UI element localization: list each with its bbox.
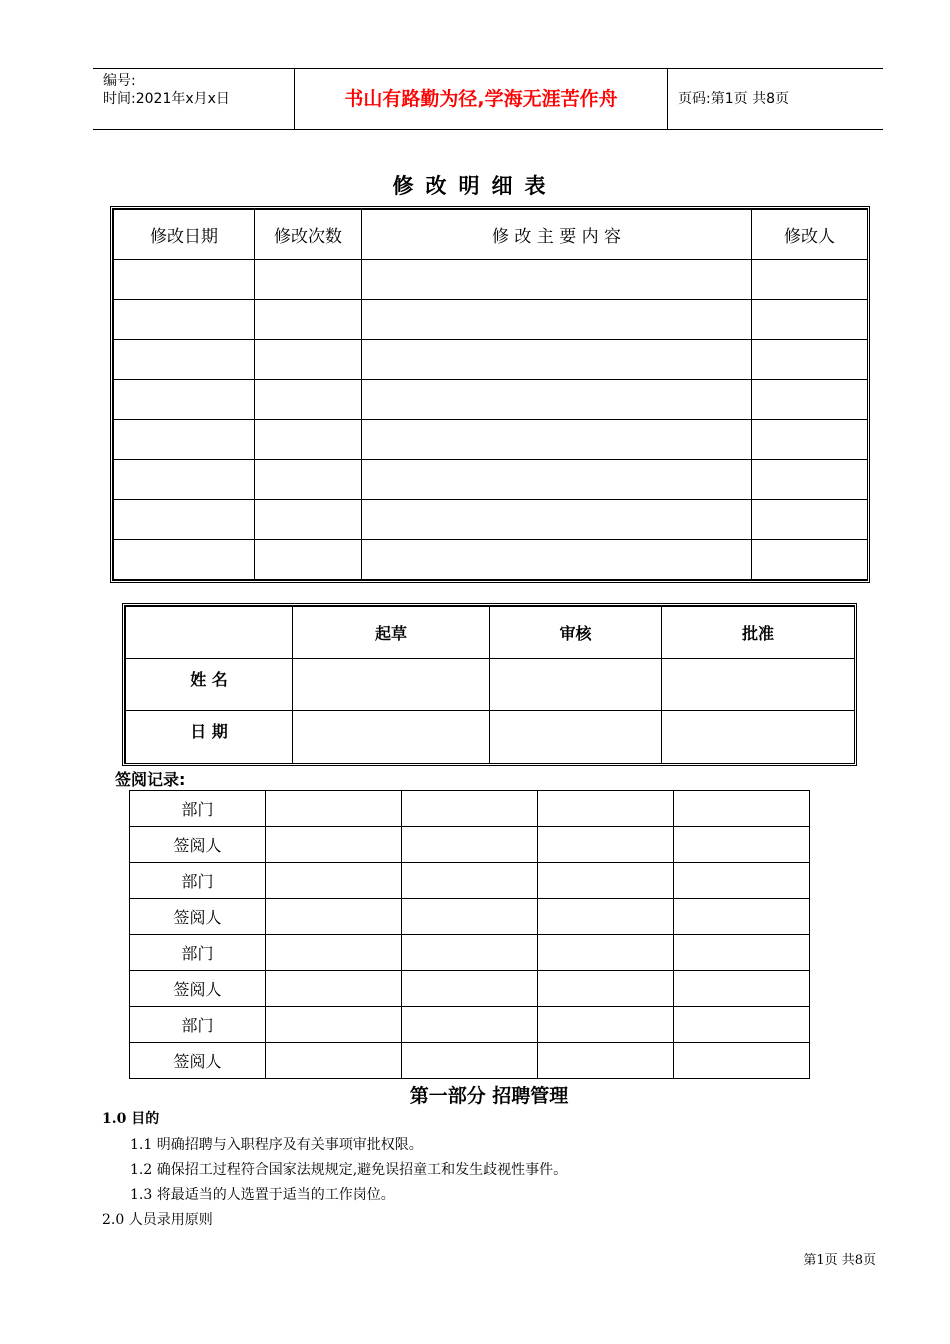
table-cell[interactable]: [752, 460, 868, 500]
table-cell[interactable]: [490, 659, 662, 711]
table-cell[interactable]: [674, 935, 810, 971]
table-header-row: [114, 210, 868, 260]
row-label-signer: 签阅人: [130, 827, 266, 863]
table-cell[interactable]: [255, 380, 362, 420]
table-cell[interactable]: [266, 1007, 402, 1043]
list-item: 1.2 确保招工过程符合国家法规规定,避免误招童工和发生歧视性事件。: [130, 1162, 568, 1178]
table-cell[interactable]: [266, 863, 402, 899]
document-header: [93, 68, 883, 130]
table-row: [114, 380, 868, 420]
table-cell[interactable]: [402, 863, 538, 899]
table-row: [130, 1043, 810, 1079]
table-cell[interactable]: [255, 460, 362, 500]
number-label: 编号:: [103, 73, 136, 89]
row-label-department: 部门: [130, 935, 266, 971]
table-cell[interactable]: [662, 659, 855, 711]
approval-table: [122, 603, 857, 766]
table-cell[interactable]: [266, 935, 402, 971]
table-cell[interactable]: [114, 420, 255, 460]
table-cell[interactable]: [266, 1043, 402, 1079]
row-label-department: 部门: [130, 1007, 266, 1043]
table-cell[interactable]: [362, 300, 752, 340]
table-cell[interactable]: [538, 1007, 674, 1043]
table-cell[interactable]: [114, 540, 255, 580]
header-cell-date: 修改日期: [114, 210, 255, 260]
row-label-name: 姓 名: [126, 659, 293, 711]
table-cell[interactable]: [114, 500, 255, 540]
table-cell[interactable]: [402, 791, 538, 827]
table-cell[interactable]: [538, 791, 674, 827]
table-cell[interactable]: [402, 971, 538, 1007]
table-row: [114, 340, 868, 380]
sign-record-label: 签阅记录:: [115, 770, 186, 789]
row-label-signer: 签阅人: [130, 1043, 266, 1079]
table-row: [114, 500, 868, 540]
revision-table: [110, 206, 870, 583]
table-cell[interactable]: [362, 260, 752, 300]
table-cell[interactable]: [752, 300, 868, 340]
row-label-signer: 签阅人: [130, 971, 266, 1007]
table-cell[interactable]: [674, 863, 810, 899]
table-cell[interactable]: [255, 540, 362, 580]
table-cell[interactable]: [662, 711, 855, 764]
table-cell[interactable]: [114, 460, 255, 500]
table-row: [114, 540, 868, 580]
table-cell[interactable]: [538, 899, 674, 935]
list-item: 1.3 将最适当的人选置于适当的工作岗位。: [130, 1187, 395, 1203]
table-cell[interactable]: [674, 827, 810, 863]
table-cell[interactable]: [255, 500, 362, 540]
table-row: [114, 420, 868, 460]
table-row: [126, 711, 855, 764]
time-label: 时间:2021年x月x日: [103, 91, 230, 107]
table-cell[interactable]: [674, 1007, 810, 1043]
sign-record-table: [129, 790, 810, 1079]
header-cell-count: 修改次数: [255, 210, 362, 260]
table-cell[interactable]: [402, 1043, 538, 1079]
table-row: [130, 791, 810, 827]
table-cell[interactable]: [114, 260, 255, 300]
table-cell[interactable]: [402, 935, 538, 971]
table-cell[interactable]: [266, 899, 402, 935]
table-cell[interactable]: [114, 300, 255, 340]
table-cell[interactable]: [752, 340, 868, 380]
table-cell[interactable]: [402, 827, 538, 863]
table-cell[interactable]: [752, 500, 868, 540]
row-label-department: 部门: [130, 791, 266, 827]
table-cell[interactable]: [266, 827, 402, 863]
table-cell[interactable]: [538, 863, 674, 899]
table-cell[interactable]: [293, 711, 490, 764]
table-cell: [126, 607, 293, 659]
table-cell[interactable]: [538, 1043, 674, 1079]
table-row: [126, 659, 855, 711]
table-cell[interactable]: [674, 971, 810, 1007]
table-cell[interactable]: [752, 260, 868, 300]
header-motto: 书山有路勤为径,学海无涯苦作舟: [295, 69, 668, 129]
table-cell[interactable]: [114, 380, 255, 420]
table-cell[interactable]: [362, 500, 752, 540]
table-cell[interactable]: [266, 971, 402, 1007]
table-row: [114, 460, 868, 500]
section-heading-purpose: 1.0 目的: [102, 1111, 160, 1127]
table-row: [130, 863, 810, 899]
table-row: [130, 827, 810, 863]
header-cell-approve: 批准: [662, 607, 855, 659]
list-item: 1.1 明确招聘与入职程序及有关事项审批权限。: [130, 1137, 423, 1153]
table-cell[interactable]: [255, 340, 362, 380]
table-cell[interactable]: [752, 420, 868, 460]
revision-table-title: 修改明细表: [392, 174, 558, 198]
table-row: [130, 971, 810, 1007]
table-cell[interactable]: [674, 899, 810, 935]
part-title: 第一部分 招聘管理: [409, 1085, 569, 1107]
table-cell[interactable]: [362, 420, 752, 460]
table-cell[interactable]: [255, 420, 362, 460]
row-label-department: 部门: [130, 863, 266, 899]
header-cell-editor: 修改人: [752, 210, 868, 260]
table-row: [130, 1007, 810, 1043]
table-cell[interactable]: [490, 711, 662, 764]
table-cell[interactable]: [402, 1007, 538, 1043]
header-cell-draft: 起草: [293, 607, 490, 659]
table-cell[interactable]: [293, 659, 490, 711]
table-cell[interactable]: [362, 460, 752, 500]
table-cell[interactable]: [362, 380, 752, 420]
table-cell[interactable]: [752, 540, 868, 580]
table-row: [130, 899, 810, 935]
table-cell[interactable]: [752, 380, 868, 420]
table-cell[interactable]: [255, 300, 362, 340]
table-row: [130, 935, 810, 971]
table-cell[interactable]: [674, 1043, 810, 1079]
header-cell-review: 审核: [490, 607, 662, 659]
row-label-signer: 签阅人: [130, 899, 266, 935]
table-row: [114, 260, 868, 300]
header-meta: [93, 69, 295, 129]
table-cell[interactable]: [538, 827, 674, 863]
section-heading-principles: 2.0 人员录用原则: [102, 1212, 213, 1228]
table-cell[interactable]: [362, 540, 752, 580]
table-cell[interactable]: [674, 791, 810, 827]
table-cell[interactable]: [114, 340, 255, 380]
header-page-info: 页码:第1页 共8页: [678, 91, 789, 107]
table-cell[interactable]: [538, 971, 674, 1007]
table-cell[interactable]: [538, 935, 674, 971]
table-cell[interactable]: [255, 260, 362, 300]
table-header-row: [126, 607, 855, 659]
row-label-date: 日 期: [126, 711, 293, 764]
table-cell[interactable]: [266, 791, 402, 827]
table-row: [114, 300, 868, 340]
header-cell-content: 修 改 主 要 内 容: [362, 210, 752, 260]
table-cell[interactable]: [362, 340, 752, 380]
footer-page-info: 第1页 共8页: [803, 1253, 876, 1268]
table-cell[interactable]: [402, 899, 538, 935]
